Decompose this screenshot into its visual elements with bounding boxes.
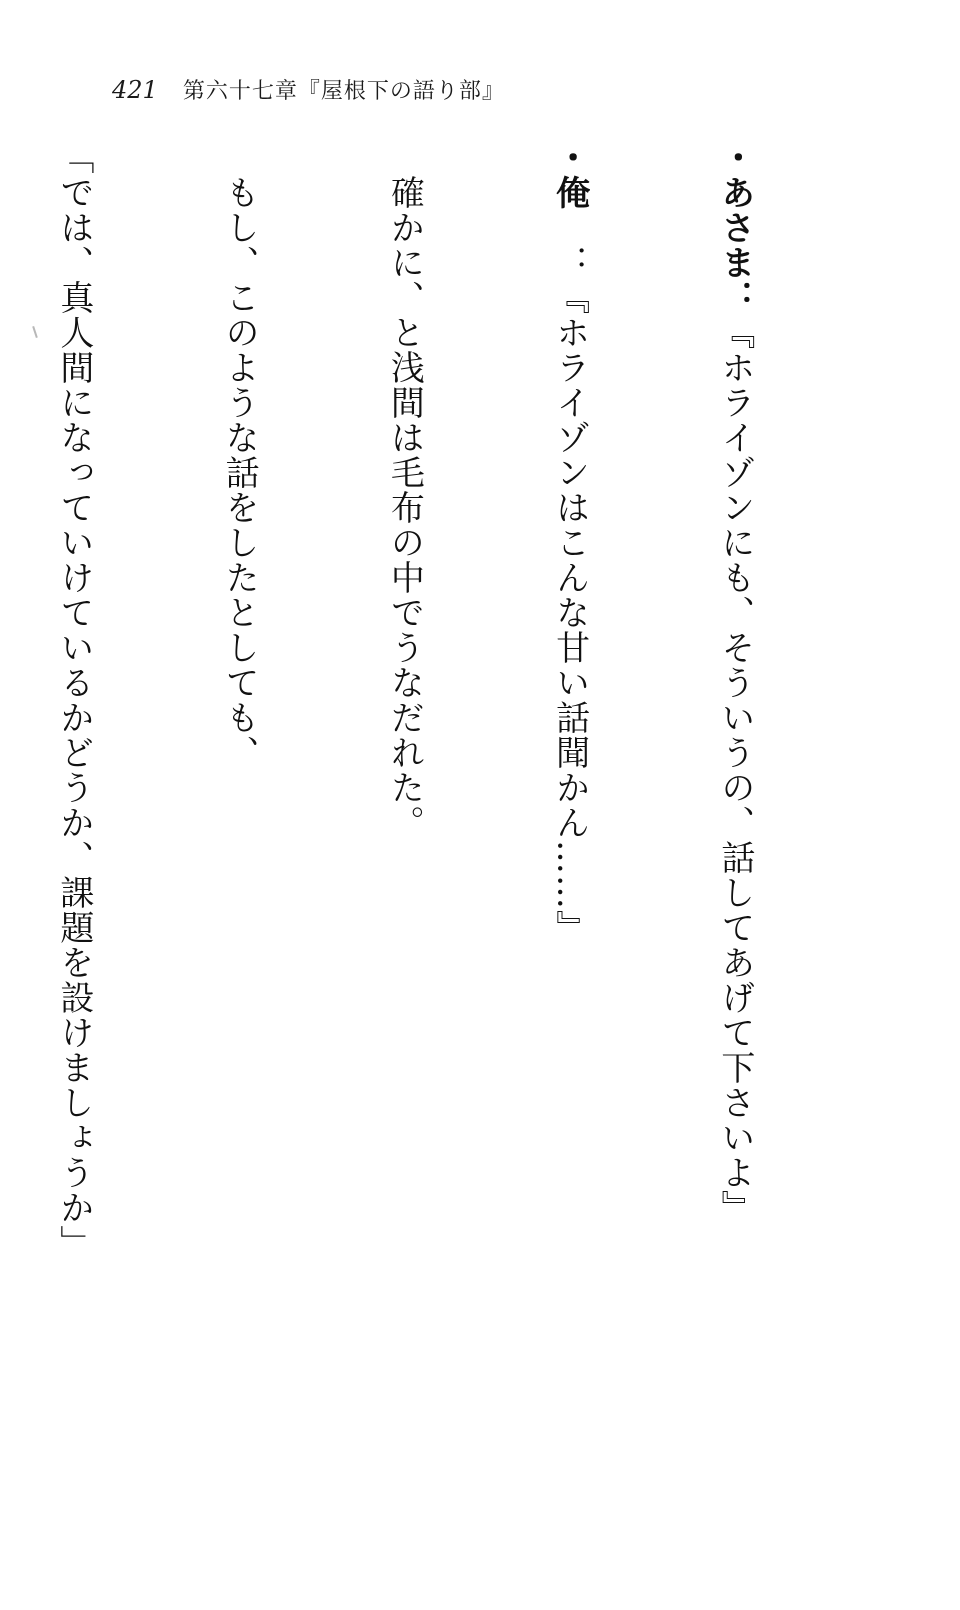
text-line [707, 140, 762, 1370]
page-number: 421 [112, 76, 158, 104]
page-header [112, 78, 505, 103]
text-line [46, 140, 101, 1370]
speaker-label: ・俺 [549, 140, 590, 210]
text-line [211, 140, 266, 1370]
line-text: もし、このような話をしたとしても、 [219, 140, 260, 770]
chapter-title: 第六十七章『屋根下の語り部』 [182, 79, 505, 104]
line-text: 「では、真人間になっていけているかどうか、課題を設けましょうか」 [53, 140, 94, 1260]
text-line [376, 140, 431, 1370]
line-text: ：『ホライゾンはこんな甘い話聞かん……』 [549, 210, 590, 945]
speaker-label: ・あさま： [714, 140, 755, 315]
line-text: 確かに、と浅間は毛布の中でうなだれた。 [384, 140, 425, 840]
text-line [542, 140, 597, 1370]
line-text: 『ホライゾンにも、そういうの、話してあげて下さいよ』 [714, 315, 755, 1225]
body-text [0, 140, 872, 1370]
